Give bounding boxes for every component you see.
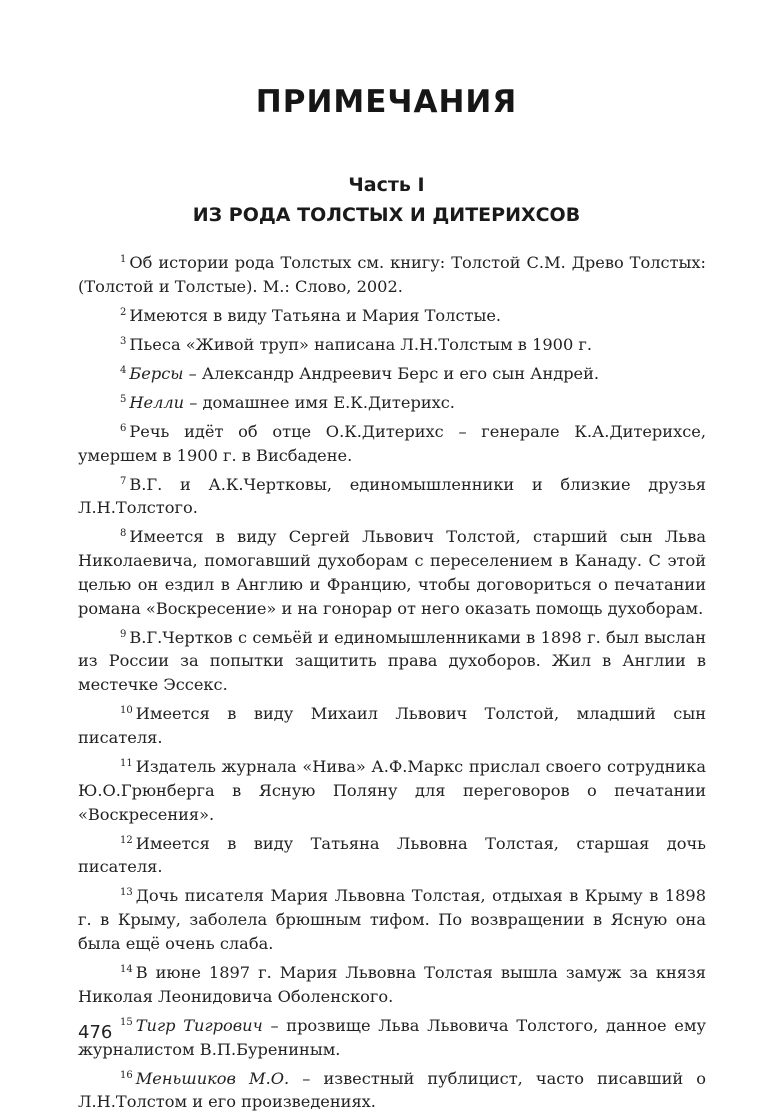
- note: [78, 1014, 706, 1062]
- notes-list: [78, 251, 706, 1119]
- note-text: Дочь писателя Мария Львовна Толстая, отдыхая в Крыму в 1898 г. в Крыму, заболела брюшным тифом. По возвращении в Ясную она была ещё очень слаба.: [78, 886, 706, 953]
- note-text: Имеется в виду Татьяна Львовна Толстая, старшая дочь писателя.: [78, 833, 706, 877]
- note-text: – Александр Андреевич Берс и его сын Андрей.: [183, 363, 600, 383]
- note: [78, 961, 706, 1009]
- note-text: – домашнее имя Е.К.Дитерихс.: [184, 392, 455, 412]
- note-number: 4: [120, 364, 127, 376]
- note: [78, 473, 706, 521]
- note: [78, 626, 706, 697]
- note-number: 14: [120, 963, 133, 975]
- part-label: Часть I: [348, 174, 425, 196]
- note-text: Издатель журнала «Нива» А.Ф.Маркс прислал своего сотрудника Ю.О.Грюнберга в Ясную Поляну для переговоров о печатании «Воскресения».: [78, 757, 706, 824]
- note-text: Речь идёт об отце О.К.Дитерихс – генерале К.А.Дитерихсе, умершем в 1900 г. в Висбадене.: [78, 421, 706, 465]
- note-text: – прозвище Льва Львовича Толстого, данное ему журналистом В.П.Бурениным.: [78, 1015, 706, 1059]
- note-term: Меньшиков М.О.: [135, 1068, 290, 1088]
- note: [78, 391, 706, 415]
- note-number: 15: [120, 1016, 133, 1028]
- note-term: Берсы: [129, 363, 184, 383]
- note: [78, 702, 706, 750]
- note-text: В.Г. и А.К.Чертковы, единомышленники и близкие друзья Л.Н.Толстого.: [78, 474, 706, 518]
- note-text: В.Г.Чертков с семьёй и единомышленниками в 1898 г. был выслан из России за попытки защитить права духоборов. Жил в Англии в местечке Эссекс.: [78, 627, 706, 695]
- note-number: 10: [120, 705, 133, 717]
- note-text: Имеется в виду Сергей Львович Толстой, старший сын Льва Николаевича, помогавший духоборам с переселением в Канаду. С этой целью он ездил в Англию и Францию, чтобы договориться о печатании романа «Воскресение» и на гонорар от него оказать помощь духоборам.: [78, 527, 706, 618]
- note: [78, 304, 706, 328]
- note-number: 12: [120, 834, 133, 846]
- note-number: 16: [120, 1069, 133, 1081]
- note: [78, 832, 706, 880]
- note-text: Имеется в виду Михаил Львович Толстой, младший сын писателя.: [78, 704, 706, 748]
- note-number: 6: [120, 422, 127, 434]
- note: [78, 884, 706, 955]
- page-number: 476: [78, 1022, 113, 1043]
- part-heading: [0, 170, 773, 230]
- note: [78, 420, 706, 468]
- note-number: 2: [120, 306, 127, 318]
- note-text: – известный публицист, часто писавший о Л.Н.Толстом и его произведениях.: [78, 1068, 706, 1112]
- note-text: Пьеса «Живой труп» написана Л.Н.Толстым в 1900 г.: [129, 334, 593, 354]
- note-number: 7: [120, 475, 127, 487]
- note-term: Тигр Тигрович: [135, 1015, 263, 1035]
- note-number: 1: [120, 254, 127, 265]
- note: [78, 525, 706, 620]
- note-number: 3: [120, 335, 127, 347]
- part-title: ИЗ РОДА ТОЛСТЫХ И ДИТЕРИХСОВ: [192, 204, 581, 226]
- note: [78, 1067, 706, 1115]
- note: [78, 251, 706, 299]
- note-text: Имеются в виду Татьяна и Мария Толстые.: [129, 305, 502, 325]
- note-number: 13: [120, 887, 133, 899]
- note-number: 5: [120, 393, 127, 405]
- note: [78, 362, 706, 386]
- note-text: Об истории рода Толстых см. книгу: Толстой С.М. Древо Толстых: (Толстой и Толстые). М.: Слово, 2002.: [78, 253, 706, 296]
- note-term: Нелли: [129, 392, 185, 412]
- note: [78, 333, 706, 357]
- note-number: 11: [120, 758, 133, 770]
- note: [78, 755, 706, 826]
- note-number: 8: [120, 528, 127, 540]
- note-number: 9: [120, 628, 127, 640]
- page-title: ПРИМЕЧАНИЯ: [255, 84, 518, 120]
- note-text: В июне 1897 г. Мария Львовна Толстая вышла замуж за князя Николая Леонидовича Оболенского.: [78, 962, 706, 1006]
